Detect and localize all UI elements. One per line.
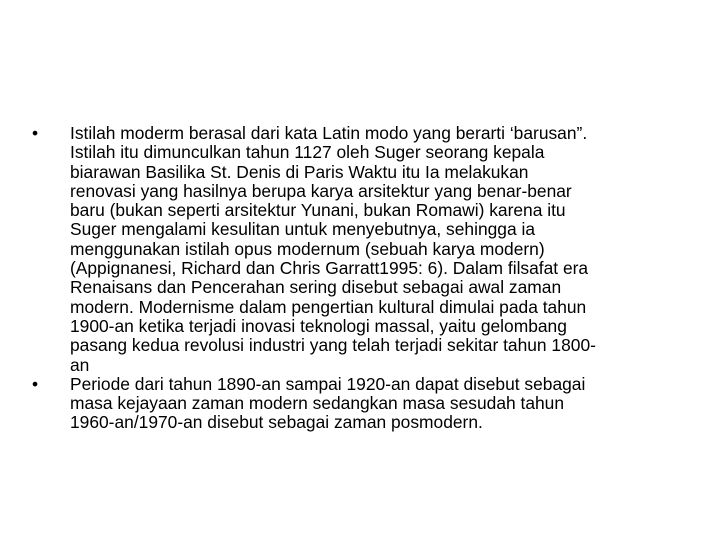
bullet-text-line: pasang kedua revolusi industri yang telah terjadi sekitar tahun 1800- <box>70 335 596 356</box>
bullet-marker: • <box>31 123 39 143</box>
bullet-item-2 <box>28 375 700 433</box>
bullet-text-line: baru (bukan seperti arsitektur Yunani, bukan Romawi) karena itu <box>70 200 566 221</box>
bullet-text-line: Renaisans dan Pencerahan sering disebut sebagai awal zaman <box>70 277 562 298</box>
bullet-marker: • <box>31 373 39 394</box>
bullet-text-line: Istilah moderm berasal dari kata Latin modo yang berarti ‘barusan”. <box>70 123 588 143</box>
bullet-text-line: (Appignanesi, Richard dan Chris Garratt1995: 6). Dalam filsafat era <box>70 258 589 279</box>
bullet-item-1 <box>28 124 700 375</box>
bullet-text-line: modern. Modernisme dalam pengertian kultural dimulai pada tahun <box>70 296 587 317</box>
bullet-text-line: 1900-an ketika terjadi inovasi teknologi massal, yaitu gelombang <box>70 315 567 336</box>
bullet-text-line: Suger mengalami kesulitan untuk menyebutnya, sehingga ia <box>70 219 536 240</box>
bullet-text-line: masa kejayaan zaman modern sedangkan masa sesudah tahun <box>70 393 565 414</box>
bullet-text-line: biarawan Basilika St. Denis di Paris Waktu itu Ia melakukan <box>70 161 529 182</box>
bullet-text-line: renovasi yang hasilnya berupa karya arsitektur yang benar-benar <box>70 180 572 201</box>
bullet-list <box>28 124 700 433</box>
bullet-text-line: menggunakan istilah opus modernum (sebuah karya modern) <box>70 238 545 259</box>
bullet-text-line: an <box>70 354 90 375</box>
bullet-text-line: 1960-an/1970-an disebut sebagai zaman posmodern. <box>70 412 483 433</box>
bullet-text-line: Istilah itu dimunculkan tahun 1127 oleh Suger seorang kepala <box>70 142 545 163</box>
bullet-text-line: Periode dari tahun 1890-an sampai 1920-an dapat disebut sebagai <box>70 373 586 394</box>
